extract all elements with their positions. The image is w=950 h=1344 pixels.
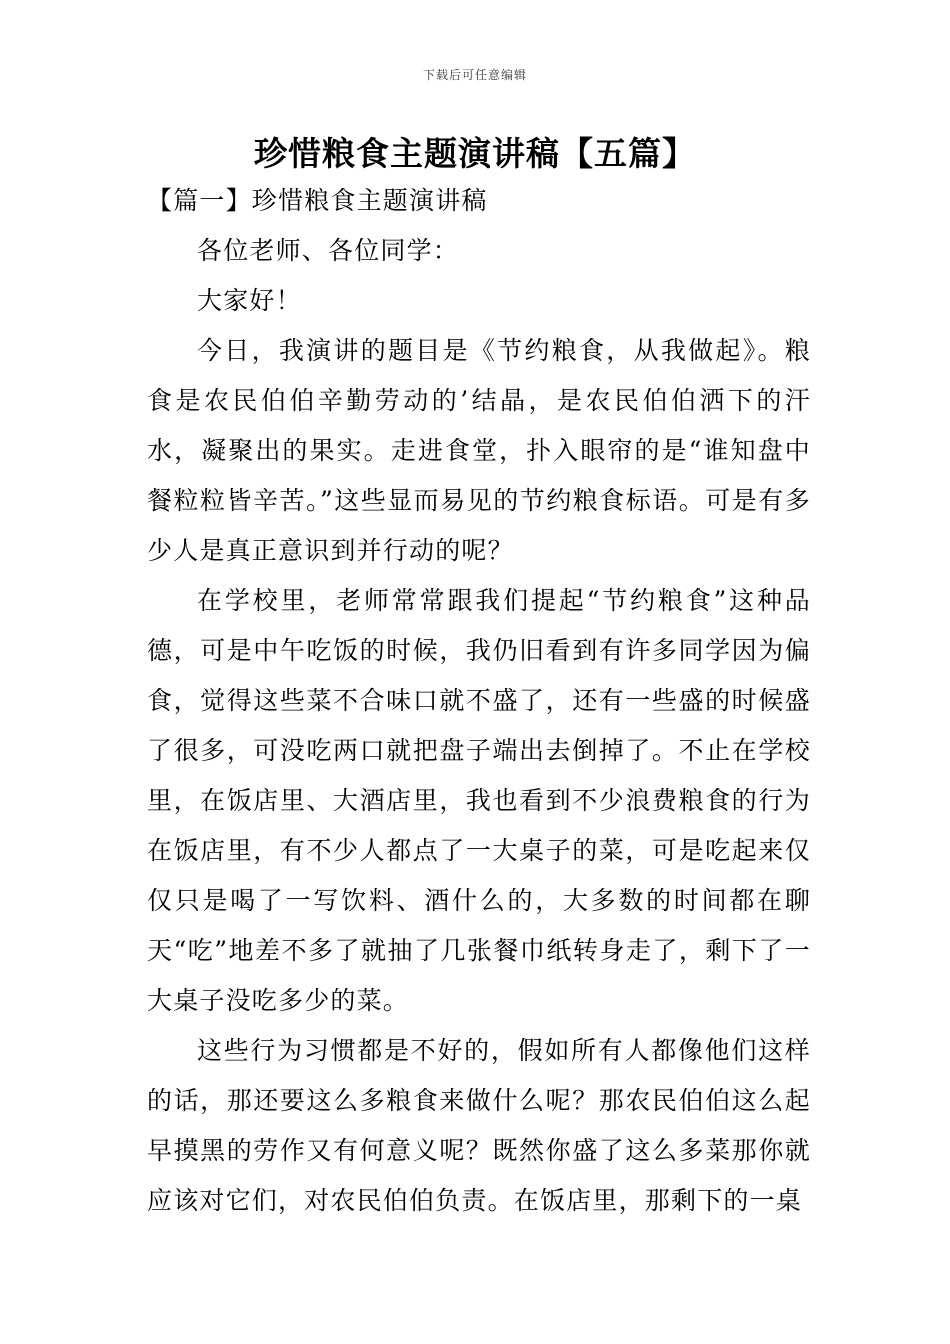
paragraph-salutation: 大家好！ (197, 286, 302, 315)
paragraph-school: 在学校里，老师常常跟我们提起“节约粮食”这种品德，可是中午吃饭的时候，我仍旧看到有许多同学因为偏食，觉得这些菜不合味口就不盛了，还有一些盛的时候盛了很多，可没吃两口就把盘子端出去倒掉了。不止在学校里，在饭店里、大酒店里，我也看到不少浪费粮食的行为在饭店里，有不少人都点了一大桌子的菜，可是吃起来仅仅只是喝了一写饮料、酒什么的，大多数的时间都在聊天“吃”地差不多了就抽了几张餐巾纸转身走了，剩下了一大桌子没吃多少的菜。 (147, 586, 811, 1015)
document-body (147, 176, 811, 1226)
header-note: 下载后可任意编辑 (422, 68, 527, 82)
paragraph-greeting: 各位老师、各位同学： (197, 236, 460, 265)
paragraph-intro: 今日，我演讲的题目是《节约粮食，从我做起》。粮食是农民伯伯辛勤劳动的’结晶，是农民伯伯洒下的汗水，凝聚出的果实。走进食堂，扑入眼帘的是“谁知盘中餐粒粒皆辛苦。”这些显而易见的节约粮食标语。可是有多少人是真正意识到并行动的呢？ (147, 336, 811, 565)
document-title: 珍惜粮食主题演讲稿【五篇】 (254, 134, 696, 173)
section-heading: 【篇一】珍惜粮食主题演讲稿 (147, 186, 488, 215)
paragraph-habits: 这些行为习惯都是不好的，假如所有人都像他们这样的话，那还要这么多粮食来做什么呢？那农民伯伯这么起早摸黑的劳作又有何意义呢？既然你盛了这么多菜那你就应该对它们，对农民伯伯负责。在饭店里，那剩下的一桌 (147, 1036, 811, 1215)
